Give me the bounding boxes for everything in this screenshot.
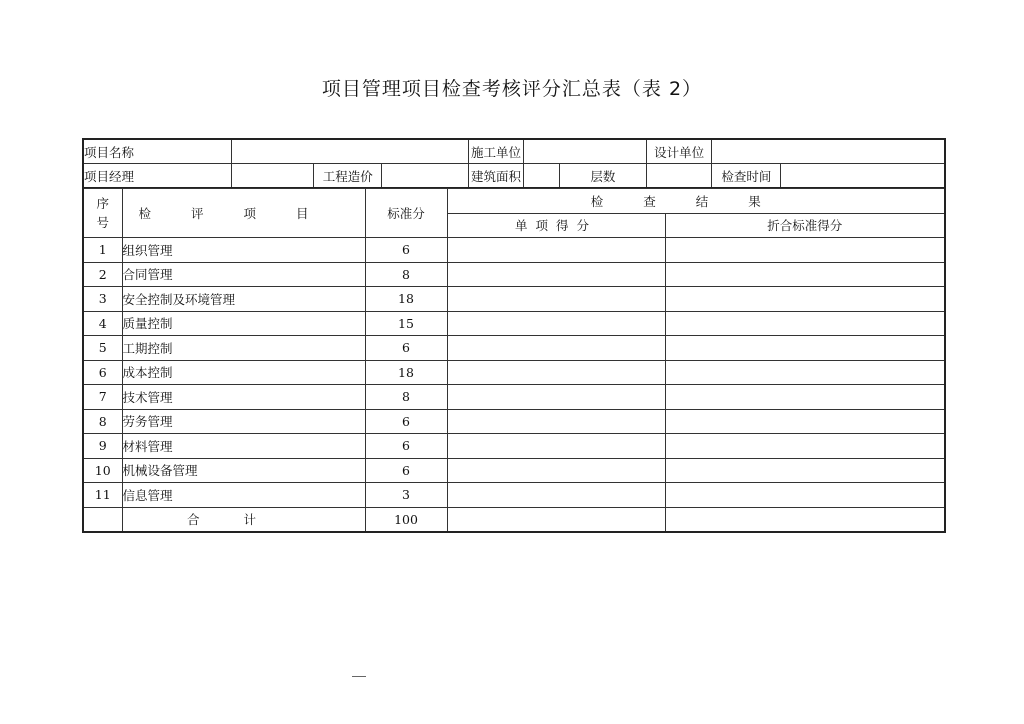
single-score-header — [447, 213, 665, 238]
designer-field[interactable] — [712, 139, 945, 164]
row-item-name: 劳务管理 — [122, 409, 365, 434]
row-standard-score: 15 — [365, 311, 447, 336]
row-converted-score-field[interactable] — [665, 287, 945, 312]
row-single-score-field[interactable] — [447, 262, 665, 287]
info-row-1 — [83, 139, 945, 164]
table-row — [83, 311, 945, 336]
area-label: 建筑面积 — [468, 164, 523, 189]
row-standard-score: 6 — [365, 458, 447, 483]
seq-header-line2: 号 — [96, 215, 109, 230]
row-item-name: 安全控制及环境管理 — [122, 287, 365, 312]
row-converted-score-field[interactable] — [665, 434, 945, 459]
row-standard-score: 6 — [365, 434, 447, 459]
row-standard-score: 8 — [365, 262, 447, 287]
row-seq: 7 — [83, 385, 122, 410]
row-single-score-field[interactable] — [447, 483, 665, 508]
project-name-label: 项目名称 — [83, 139, 231, 164]
item-header-text: 检评项目 — [138, 206, 349, 221]
row-converted-score-field[interactable] — [665, 336, 945, 361]
check-time-field[interactable] — [781, 164, 945, 189]
row-seq: 4 — [83, 311, 122, 336]
floors-field[interactable] — [646, 164, 712, 189]
row-item-name: 工期控制 — [122, 336, 365, 361]
row-standard-score: 6 — [365, 238, 447, 263]
contractor-field[interactable] — [524, 139, 647, 164]
row-converted-score-field[interactable] — [665, 458, 945, 483]
row-standard-score: 18 — [365, 360, 447, 385]
info-row-2 — [83, 164, 945, 189]
row-seq: 2 — [83, 262, 122, 287]
item-rows — [83, 238, 945, 508]
row-converted-score-field[interactable] — [665, 238, 945, 263]
table-row — [83, 385, 945, 410]
page-footer-mark — [352, 676, 366, 677]
row-converted-score-field[interactable] — [665, 360, 945, 385]
total-row — [83, 507, 945, 532]
row-converted-score-field[interactable] — [665, 409, 945, 434]
total-converted-score-field[interactable] — [665, 507, 945, 532]
row-item-name: 技术管理 — [122, 385, 365, 410]
seq-header — [83, 189, 122, 238]
row-seq: 5 — [83, 336, 122, 361]
row-converted-score-field[interactable] — [665, 483, 945, 508]
contractor-label: 施工单位 — [468, 139, 523, 164]
row-item-name: 质量控制 — [122, 311, 365, 336]
row-item-name: 组织管理 — [122, 238, 365, 263]
table-row — [83, 409, 945, 434]
score-items-table — [82, 188, 946, 533]
row-single-score-field[interactable] — [447, 434, 665, 459]
table-row — [83, 238, 945, 263]
row-standard-score: 18 — [365, 287, 447, 312]
row-single-score-field[interactable] — [447, 458, 665, 483]
row-standard-score: 6 — [365, 336, 447, 361]
row-single-score-field[interactable] — [447, 360, 665, 385]
row-single-score-field[interactable] — [447, 409, 665, 434]
row-item-name: 信息管理 — [122, 483, 365, 508]
row-item-name: 机械设备管理 — [122, 458, 365, 483]
row-standard-score: 3 — [365, 483, 447, 508]
row-standard-score: 6 — [365, 409, 447, 434]
single-score-header-text: 单项得分 — [514, 218, 597, 234]
table-row — [83, 336, 945, 361]
manager-label: 项目经理 — [83, 164, 231, 189]
row-single-score-field[interactable] — [447, 311, 665, 336]
seq-header-line1: 序 — [96, 196, 109, 211]
row-item-name: 合同管理 — [122, 262, 365, 287]
row-seq: 6 — [83, 360, 122, 385]
row-converted-score-field[interactable] — [665, 311, 945, 336]
cost-field[interactable] — [382, 164, 469, 189]
score-summary-table — [82, 138, 946, 189]
row-seq: 1 — [83, 238, 122, 263]
row-seq: 8 — [83, 409, 122, 434]
standard-header: 标准分 — [365, 189, 447, 238]
total-label-text: 合计 — [186, 512, 300, 527]
row-seq: 10 — [83, 458, 122, 483]
check-time-label: 检查时间 — [712, 164, 781, 189]
table-row — [83, 458, 945, 483]
table-row — [83, 360, 945, 385]
table-row — [83, 434, 945, 459]
result-header — [447, 189, 945, 214]
row-item-name: 成本控制 — [122, 360, 365, 385]
cost-label: 工程造价 — [314, 164, 382, 189]
project-name-field[interactable] — [231, 139, 468, 164]
item-header — [122, 189, 365, 238]
table-row — [83, 483, 945, 508]
row-single-score-field[interactable] — [447, 287, 665, 312]
row-single-score-field[interactable] — [447, 238, 665, 263]
total-score: 100 — [365, 507, 447, 532]
row-converted-score-field[interactable] — [665, 385, 945, 410]
row-seq: 3 — [83, 287, 122, 312]
page-title: 项目管理项目检查考核评分汇总表（表 2） — [321, 78, 703, 100]
row-single-score-field[interactable] — [447, 385, 665, 410]
header-row-1 — [83, 189, 945, 214]
total-label — [122, 507, 365, 532]
area-field[interactable] — [524, 164, 560, 189]
row-standard-score: 8 — [365, 385, 447, 410]
total-single-score-field[interactable] — [447, 507, 665, 532]
row-single-score-field[interactable] — [447, 336, 665, 361]
row-converted-score-field[interactable] — [665, 262, 945, 287]
table-row — [83, 262, 945, 287]
converted-score-header: 折合标准得分 — [665, 213, 945, 238]
designer-label: 设计单位 — [646, 139, 712, 164]
table-row — [83, 287, 945, 312]
manager-field[interactable] — [231, 164, 314, 189]
result-header-text: 检查结果 — [590, 193, 801, 209]
total-seq-cell — [83, 507, 122, 532]
floors-label: 层数 — [560, 164, 647, 189]
row-seq: 9 — [83, 434, 122, 459]
row-seq: 11 — [83, 483, 122, 508]
row-item-name: 材料管理 — [122, 434, 365, 459]
